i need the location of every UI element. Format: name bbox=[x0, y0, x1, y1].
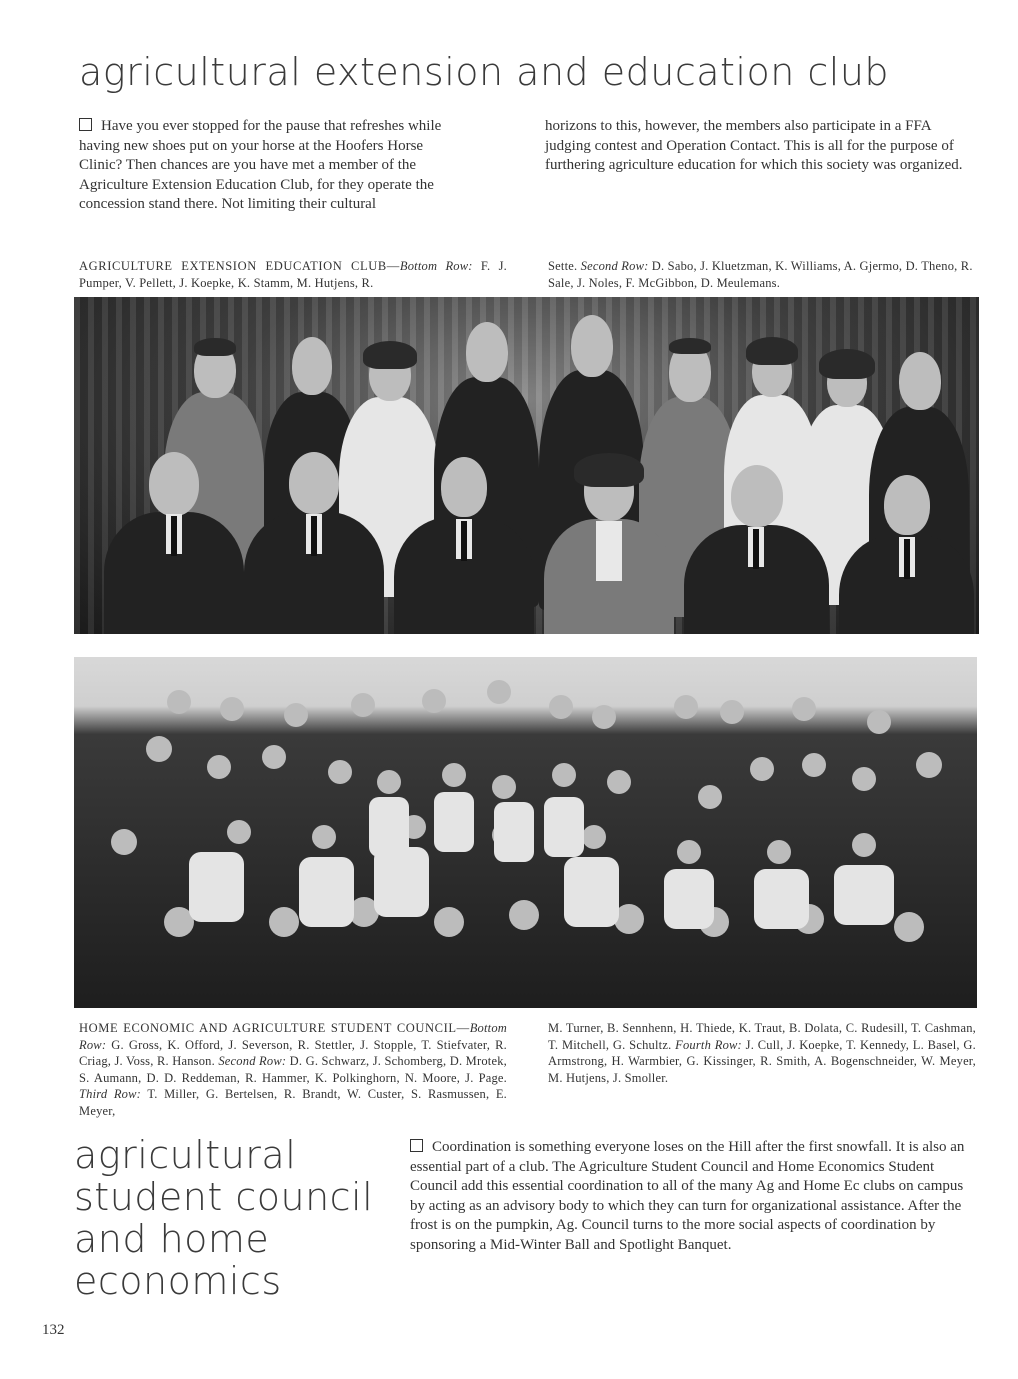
square-bullet-icon bbox=[79, 118, 92, 131]
row-label: Third Row: bbox=[79, 1087, 142, 1101]
photo1-caption-col2 bbox=[548, 258, 976, 291]
caption-names: D. G. Schwarz, J. Schomberg, D. Mrotek, S. Aumann, D. D. Reddeman, R. Hammer, K. Polkinghorn, N. Moore, J. Page. bbox=[79, 1054, 508, 1085]
club-group-photo bbox=[74, 297, 979, 634]
caption-names: J. Cull, J. Koepke, T. Kennedy, L. Basel, G. Armstrong, H. Warmbier, G. Kissinger, R. Smith, A. Bogenschneider, W. Meyer, M. Hutjens, J. Smoller. bbox=[548, 1037, 976, 1085]
photo2-caption-col1 bbox=[79, 1020, 507, 1119]
section-title bbox=[74, 1134, 374, 1302]
section-title-line: and home bbox=[74, 1217, 270, 1261]
caption-names: T. Miller, G. Bertelsen, R. Brandt, W. Custer, S. Rasmussen, E. Meyer, bbox=[79, 1087, 508, 1118]
intro-paragraph-col2: horizons to this, however, the members also participate in a FFA judging contest and Operation Contact. This is all for the purpose of furthering agriculture education for which this society was organized. bbox=[545, 118, 963, 173]
square-bullet-icon bbox=[410, 1139, 423, 1152]
caption-names: Sette. bbox=[548, 259, 581, 273]
photo2-caption-heading: HOME ECONOMIC AND AGRICULTURE STUDENT COUNCIL— bbox=[79, 1021, 470, 1035]
caption-names: F. J. Pumper, V. Pellett, J. Koepke, K. Stamm, M. Hutjens, R. bbox=[79, 259, 508, 290]
section-title-line: economics bbox=[74, 1259, 282, 1303]
section-title-line: student council bbox=[74, 1175, 374, 1219]
row-label: Fourth Row: bbox=[675, 1037, 742, 1052]
row-label: Bottom Row: bbox=[79, 1021, 507, 1052]
council-group-photo bbox=[74, 657, 977, 1008]
photo1-caption-col1 bbox=[79, 258, 507, 291]
page-title: agricultural extension and education club bbox=[79, 50, 890, 94]
intro-paragraph-col1 bbox=[79, 117, 469, 215]
council-paragraph bbox=[410, 1138, 975, 1255]
caption-names: M. Turner, B. Sennhenn, H. Thiede, K. Traut, B. Dolata, C. Rudesill, T. Cashman, T. Mitchell, G. Schultz. bbox=[548, 1021, 976, 1052]
section-title-line: agricultural bbox=[74, 1133, 297, 1177]
row-label: Bottom Row: bbox=[399, 259, 473, 273]
caption-names: D. Sabo, J. Kluetzman, K. Williams, A. Gjermo, D. Theno, R. Sale, J. Noles, F. McGibbon, D. Meulemans. bbox=[548, 259, 973, 290]
caption-names: G. Gross, K. Offord, J. Severson, R. Stettler, J. Stopple, T. Stiefvater, R. Criag, J. Voss, R. Hanson. bbox=[79, 1037, 507, 1068]
photo1-caption-heading: AGRICULTURE EXTENSION EDUCATION CLUB— bbox=[79, 259, 400, 273]
page-number: 132 bbox=[42, 1322, 65, 1338]
row-label: Second Row: bbox=[580, 259, 649, 273]
council-photo-people bbox=[74, 657, 977, 1008]
row-label: Second Row: bbox=[218, 1054, 287, 1068]
council-text: Coordination is something everyone loses on the Hill after the first snowfall. It is also an essential part of a club. The Agriculture Student Council and Home Economics Student Council add this essential coordination to all of the many Ag and Home Ec clubs on campus by acting as an advisory body to which they can turn for organizational assistance. After the frost is on the pumpkin, Ag. Council turns to the more social aspects of coordination by sponsoring a Mid-Winter Ball and Spotlight Banquet. bbox=[410, 1139, 965, 1253]
photo2-caption-col2 bbox=[548, 1020, 976, 1086]
intro-text-part1: Have you ever stopped for the pause that refreshes while having new shoes put on your horse at the Hoofers Horse Clinic? Then chances are you have met a member of the Agriculture Extension Education Club, for they operate the concession stand there. Not limiting their cultural bbox=[79, 118, 442, 212]
